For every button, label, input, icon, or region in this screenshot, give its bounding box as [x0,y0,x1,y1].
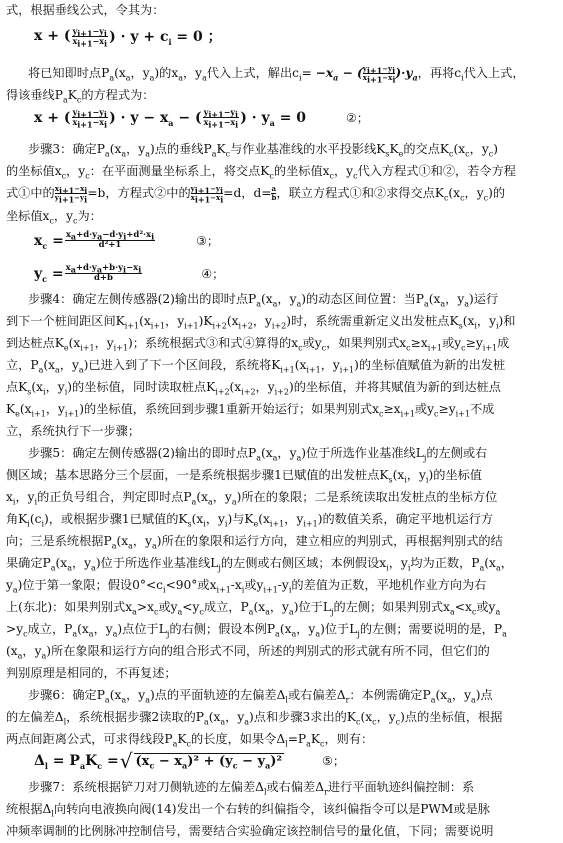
text-line: 角$K_i(c_i)$，或根据步骤1已赋值的$K_s(x_i$，$y_i$)与$K_e(x_{i+1}$，$y_{i+1}$)的数值关系，确定平地机运行方 [6,512,494,529]
text-line: 步骤7：系统根据铲刀对刀侧轨迹的左偏差$\Delta_l$或右偏差$\Delta_r$进行平面轨迹纠偏控制：系 [28,780,475,797]
text-line: 判别原理是相同的，不再复述； [6,666,177,680]
text-line: 到达桩点$K_e(x_{i+1}$，$y_{i+1}$)；系统根据式③和式④算得的$x_c$或$y_c$，如果判别式$x_c\ge x_{i+1}$或$y_c\ge y_{i+1}$成 [6,336,510,353]
text-line: 坐标值$x_c$，$y_c$为： [6,209,102,226]
text-line: 冲频率调制的比例脉冲控制信号，需要结合实验确定该控制信号的量化值，下同；需要说明 [6,824,494,838]
equation-xc: $x_c$ = $\frac{x_a+d\cdot y_a-d\cdot y_i+d^2\cdot x_i}{\text{d²+1}}$ ③； [34,230,219,251]
text-line: 式①中的 $\frac{x_{i+1}-x_i}{y_{i+1}-y_i}$ =b，方程式②中的 $\frac{y_{i+1}-y_i}{x_{i+1}-x_i}$ =d，d= $\frac{a}{b}$ ，联立方程式①和②求得交点$K_c(x_c$，$y_c$)的 [6,184,506,205]
text-line: 点$K_s(x_i$，$y_i$)的坐标值，同时读取桩点$K_{i+2}(x_{i+2}$，$y_{i+2}$)的坐标值，并将其赋值为新的到达桩点 [6,380,501,397]
text-line: 立，系统执行下一步骤； [6,424,141,438]
equation-perpendicular-line: x + ( $\frac{y_{i+1}-y_i}{x_{i+1}-x_i}$ ) · $y - x_a$ − ( $\frac{y_{i+1}-y_i}{x_{i+1}-x_i}$ ) · $y_a = 0$ ②； [34,107,369,130]
text-line: 两点间距离公式，可求得线段$P_aK_c$的长度，如果令$\Delta_l=P_aK_c$，则有： [6,732,374,749]
text-line: 步骤4：确定左侧传感器(2)输出的即时点$P_a(x_a$，$y_a$)的动态区间位置：当$P_a(x_a$，$y_a$)运行 [28,292,499,309]
text-line: 的左偏差$\Delta_l$，系统根据步骤2读取的$P_a(x_a$，$y_a$)点和步骤3求出的$K_c(x_c$，$y_c$)点的坐标值，根据 [6,710,503,727]
equation-perpendicular: x + ( $\frac{y_{i+1}-y_i}{x_{i+1}-x_i}$ ) · $y + c_i = 0$ ； [34,25,222,49]
text-line: ($x_a$，$y_a$)所在象限和运行方向的组合形式不同，所述的判别式的形式就有所不同，但它们的 [6,644,490,661]
text-line: 统根据$\Delta_l$向转向电液换向阀(14)发出一个右转的纠偏指令，该纠偏指令可以是PWM或是脉 [6,802,490,819]
text-line: 的坐标值$x_c$，$y_c$：在平面测量坐标系上，将交点$K_c$的坐标值$x_c$，$y_c$代入方程式①和②，若令方程 [6,164,516,181]
text-line: $K_e(x_{i+1}$，$y_{i+1}$)的坐标值，系统回到步骤1重新开始运行；如果判别式$x_c\ge x_{i+1}$或$y_c\ge y_{i+1}$不成 [6,402,495,419]
text-line: 得该垂线$P_aK_c$的方程式为： [6,88,155,105]
text-line: 步骤3：确定$P_a(x_a$，$y_a$)点的垂线$P_aK_c$与作业基准线的水平投影线$K_sK_e$的交点$K_c(x_c$，$y_c$) [28,142,498,159]
text-line: 步骤6：确定$P_a(x_a$，$y_a$)点的平面轨迹的左偏差$\Delta_l$或右偏差$\Delta_r$：本例需确定$P_a(x_a$，$y_a$)点 [28,688,493,705]
equation-deviation: $\Delta_l = P_aK_c$ = √ $(x_c - x_a)^2 + (y_c - y_a)^2$ ⑤； [34,748,345,773]
text-line: 向；三是系统根据$P_a(x_a$，$y_a$)所在的象限和运行方向，建立相应的判别式，再根据判别式的结 [6,534,503,551]
text-line: 果确定$P_a(x_a$，$y_a$)位于所选作业基准线$L_j$的左侧或右侧区域；本例假设$x_i$，$y_i$均为正数，$P_a(x_a$， [6,556,513,573]
equation-yc: $y_c$ = $\frac{x_a+d\cdot y_a+b\cdot y_i-x_i}{d+b}$ ④； [34,263,225,284]
text-line: 步骤5：确定左侧传感器(2)输出的即时点$P_a(x_a$，$y_a$)位于所选作业基准线$L_j$的左侧或右 [28,446,488,463]
text-line: $x_i$，$y_i$的正负号组合，判定即时点$P_a(x_a$，$y_a$)所在的象限；二是系统读取出发桩点的坐标方位 [6,490,498,507]
text-line: 式，根据垂线公式，令其为： [6,3,165,17]
text-line: 上(东北)：如果判别式$x_a>x_c$或$y_a<y_c$成立，$P_a(x_a$，$y_a$)位于$L_j$的左侧；如果判别式$x_a<x_c$或$y_a$ [6,600,501,617]
text-line: 侧区域；基本思路分三个层面，一是系统根据步骤1已赋值的出发桩点$K_s(x_i$，$y_i$)的坐标值 [6,468,482,485]
text-line: $y_a$)位于第一象限；假设$0^\circ<c_i<90^\circ$或$x_{i+1}-x_i$或$y_{i+1}-y_i$的差值为正数，平地机作业方向为右 [6,578,487,595]
text-line: 到下一个桩间距区间$K_{i+1}(x_{i+1}$，$y_{i+1})K_{i+2}(x_{i+2}$，$y_{i+2}$)时，系统需重新定义出发桩点$K_s(x_i$，$y_i$)和 [6,314,516,331]
text-line: 将已知即时点$P_a(x_a$，$y_a$)的$x_a$，$y_a$代入上式，解出$c_i= -x_a$ − ( $\frac{y_{i+1}-y_i}{x_{i+1}-x_i}$ )$\cdot y_a$，再将$c_i$代入上式， [28,64,525,85]
text-line: 立，$P_a(x_a$，$y_a$)已进入到了下一个区间段，系统将$K_{i+1}(x_{i+1}$，$y_{i+1}$)的坐标值赋值为新的出发桩 [6,358,506,375]
text-line: $>y_c$成立，$P_a(x_a$，$y_a$)点位于$L_j$的右侧；假设本例$P_a(x_a$，$y_a$)位于$L_j$的左侧；需要说明的是，$P_a$ [6,622,507,639]
